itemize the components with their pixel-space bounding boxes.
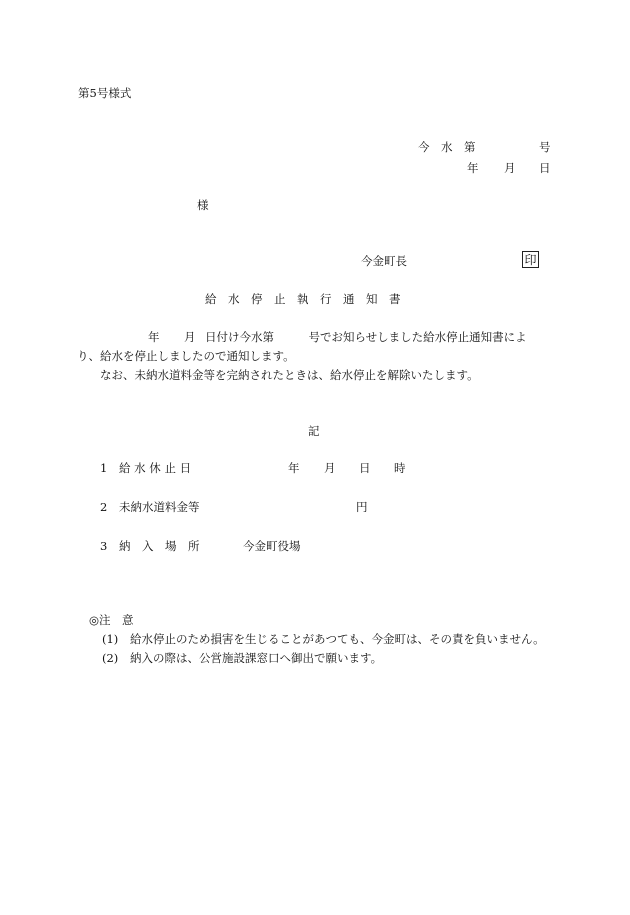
seal-mark: 印 (522, 251, 539, 268)
document-number-suffix: 号 (539, 140, 551, 154)
item-value: 時 (394, 461, 406, 475)
note-number: (2) (102, 651, 119, 665)
ki-heading: 記 (308, 424, 320, 438)
form-number: 第5号様式 (78, 86, 132, 100)
body-line-1: 日付け今水第 号でお知らせしました給水停止通知書によ (205, 330, 527, 344)
item-value: 日 (359, 461, 371, 475)
document-number-prefix: 今 水 第 (418, 140, 476, 154)
date-day: 日 (539, 161, 551, 175)
item-label: 納 入 場 所 (119, 539, 200, 553)
note-text: 納入の際は、公営施設課窓口へ御出で願います。 (130, 651, 383, 665)
notes-heading: ◎注 意 (89, 613, 134, 627)
body-line-2: り、給水を停止しましたので通知します。 (77, 349, 295, 363)
body-month: 月 (184, 330, 196, 344)
item-number: 2 (100, 500, 108, 514)
body-line-3: なお、未納水道料金等を完納されたときは、給水停止を解除いたします。 (100, 368, 479, 382)
body-year: 年 (148, 330, 160, 344)
item-label: 未納水道料金等 (119, 500, 200, 514)
document-title: 給 水 停 止 執 行 通 知 書 (205, 292, 401, 306)
note-text: 給水停止のため損害を生じることがあつても、今金町は、その責を負いません。 (130, 632, 545, 646)
item-value: 年 (288, 461, 300, 475)
item-value: 円 (356, 500, 368, 514)
addressee-suffix: 様 (197, 198, 209, 212)
sender-name: 今金町長 (361, 254, 407, 268)
item-label: 給 水 休 止 日 (119, 461, 192, 475)
date-year: 年 (467, 161, 479, 175)
date-month: 月 (504, 161, 516, 175)
item-value: 今金町役場 (243, 539, 301, 553)
item-number: 1 (100, 461, 108, 475)
item-number: 3 (100, 539, 108, 553)
item-value: 月 (324, 461, 336, 475)
note-number: (1) (102, 632, 119, 646)
